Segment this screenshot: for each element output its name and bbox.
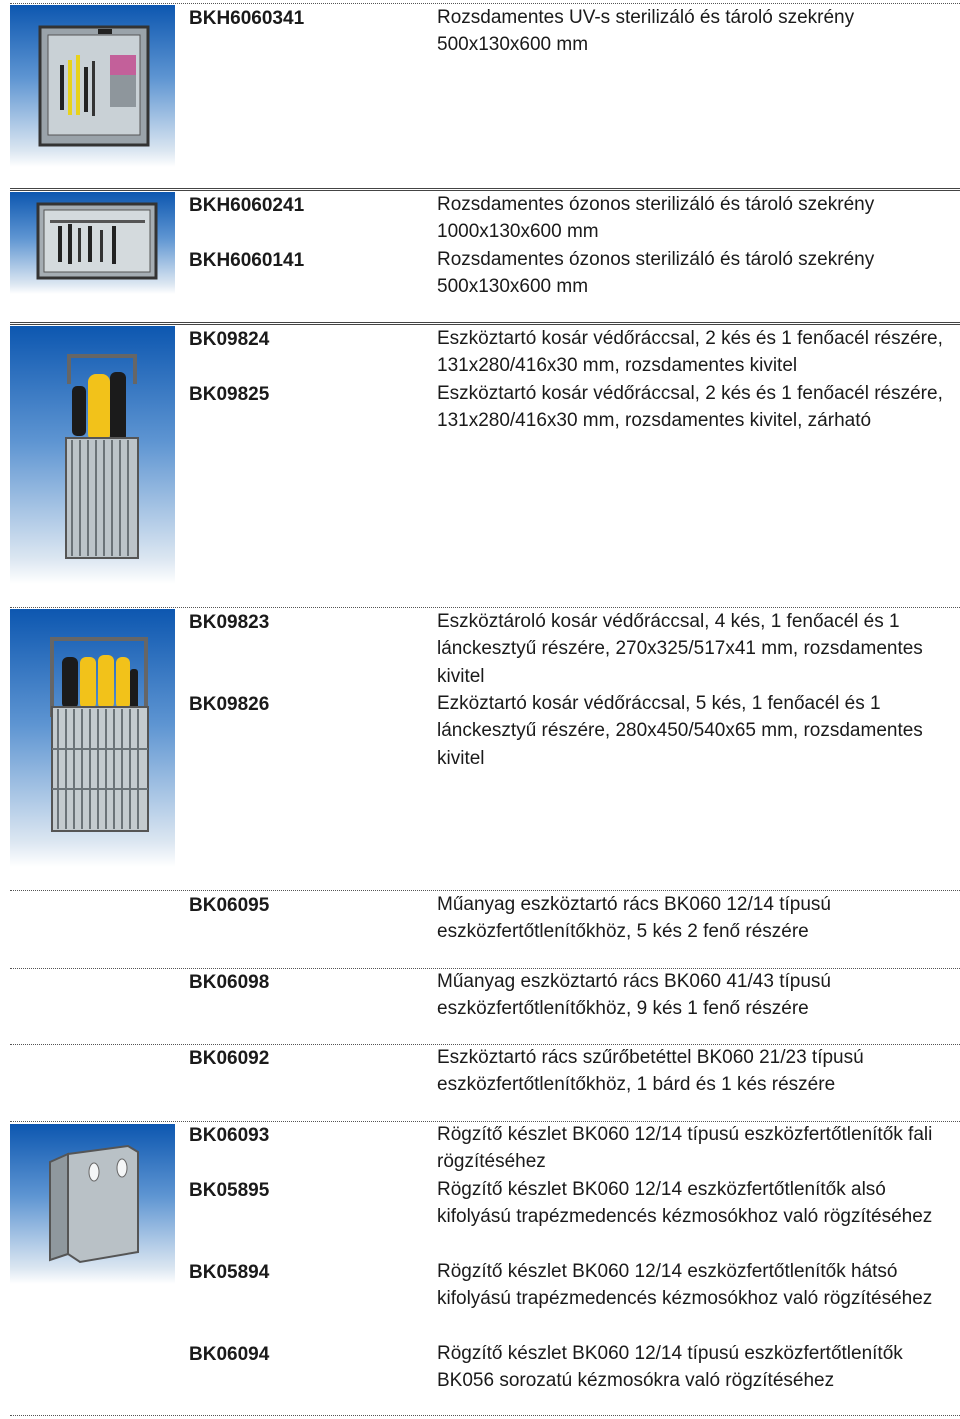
product-description: Eszköztartó rács szűrőbetéttel BK060 21/23 típusú eszközfertőtlenítőkhöz, 1 bárd és 1 kés részére	[437, 1047, 864, 1096]
product-code: BK05894	[189, 1262, 270, 1283]
row-divider	[10, 1415, 960, 1416]
ozone-sterilizer-cabinet-image	[10, 192, 175, 294]
product-description: Eszköztartó kosár védőráccsal, 2 kés és 1 fenőacél részére, 131x280/416x30 mm, rozsdamentes kivitel, zárható	[437, 383, 943, 432]
uv-sterilizer-cabinet-image	[10, 5, 175, 167]
product-description: Rozsdamentes ózonos sterilizáló és tároló szekrény 1000x130x600 mm	[437, 194, 875, 243]
product-code: BKH6060341	[189, 8, 305, 29]
product-description: Rögzítő készlet BK060 12/14 eszközfertőtlenítők hátsó kifolyású trapézmedencés kézmosókhoz való rögzítéséhez	[437, 1261, 933, 1310]
knife-basket-4-knives-image	[10, 609, 175, 867]
product-code: BK06092	[189, 1048, 270, 1069]
product-code: BK05895	[189, 1180, 270, 1201]
product-description: Műanyag eszköztartó rács BK060 41/43 típusú eszközfertőtlenítőkhöz, 9 kés 1 fenő részére	[437, 971, 831, 1020]
knife-basket-2-knives-image	[10, 326, 175, 584]
product-code: BK06094	[189, 1344, 270, 1365]
product-description: Műanyag eszköztartó rács BK060 12/14 típusú eszközfertőtlenítőkhöz, 5 kés 2 fenő részére	[437, 894, 831, 943]
product-code: BK06095	[189, 895, 270, 916]
product-code: BKH6060241	[189, 195, 305, 216]
product-description: Eszköztartó kosár védőráccsal, 2 kés és 1 fenőacél részére, 131x280/416x30 mm, rozsdamentes kivitel	[437, 328, 943, 377]
product-description: Ezköztartó kosár védőráccsal, 5 kés, 1 fenőacél és 1 lánckesztyű részére, 280x450/540x65 mm, rozsdamentes kivitel	[437, 693, 923, 769]
product-code: BK09824	[189, 329, 270, 350]
product-code: BK06098	[189, 972, 270, 993]
product-code: BK06093	[189, 1125, 270, 1146]
product-code: BKH6060141	[189, 250, 305, 271]
product-description: Rögzítő készlet BK060 12/14 típusú eszközfertőtlenítők BK056 sorozatú kézmosókra való rögzítéséhez	[437, 1343, 903, 1392]
product-description: Rozsdamentes ózonos sterilizáló és tároló szekrény 500x130x600 mm	[437, 249, 875, 298]
product-code: BK09823	[189, 612, 270, 633]
product-code: BK09825	[189, 384, 270, 405]
product-description: Eszköztároló kosár védőráccsal, 4 kés, 1 fenőacél és 1 lánckesztyű részére, 270x325/517x41 mm, rozsdamentes kivitel	[437, 611, 923, 687]
product-description: Rögzítő készlet BK060 12/14 típusú eszközfertőtlenítők fali rögzítéséhez	[437, 1124, 933, 1173]
product-description: Rozsdamentes UV-s sterilizáló és tároló szekrény 500x130x600 mm	[437, 7, 855, 56]
product-code: BK09826	[189, 694, 270, 715]
product-description: Rögzítő készlet BK060 12/14 eszközfertőtlenítők alsó kifolyású trapézmedencés kézmosókhoz való rögzítéséhez	[437, 1179, 933, 1228]
mounting-bracket-image	[10, 1124, 175, 1284]
